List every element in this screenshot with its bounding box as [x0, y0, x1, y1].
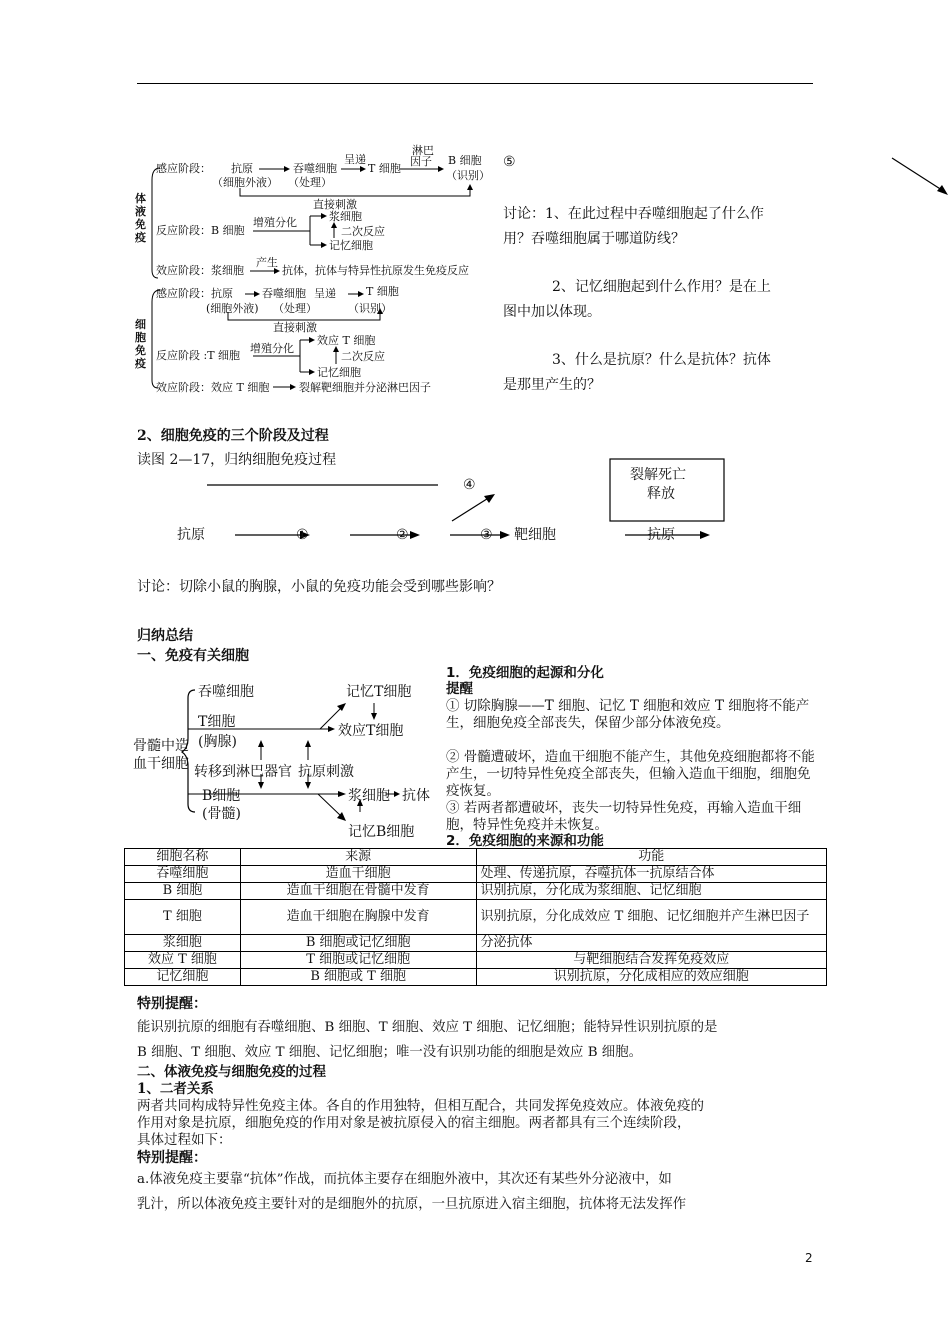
c-second: 二次反应: [341, 350, 385, 363]
c-tcell: T 细胞: [366, 285, 399, 298]
flow-n4: ④: [463, 477, 476, 493]
c-direct: 直接刺激: [273, 321, 317, 334]
immune-process-diagram: [130, 140, 500, 400]
header-rule: [137, 83, 813, 84]
table-cell: 吞噬细胞: [125, 866, 241, 883]
origin-title: 1．免疫细胞的起源和分化: [446, 665, 604, 681]
section2-heading: 2、细胞免疫的三个阶段及过程: [137, 428, 329, 444]
c-react-stage: 反应阶段 :T 细胞: [156, 349, 241, 362]
table-cell: 识别抗原，分化成效应 T 细胞、记忆细胞并产生淋巴因子: [476, 900, 827, 935]
humoral-label: 体液免疫: [135, 192, 146, 244]
h-factor: 因子: [410, 155, 432, 168]
flow-target: 靶细胞: [514, 527, 556, 543]
table-row: [125, 883, 827, 900]
h-effect-text: 抗体，抗体与特异性抗原发生免疫反应: [282, 264, 469, 277]
circle-number-5: ⑤: [503, 154, 516, 170]
flow-n3: ③: [480, 527, 493, 543]
table-cell: B 细胞: [125, 883, 241, 900]
origin-l2: 血干细胞: [133, 756, 189, 772]
diag-tcell-l1: T细胞: [198, 714, 236, 730]
c-memory: 记忆细胞: [317, 366, 361, 379]
h-tcell: T 细胞: [368, 162, 401, 175]
table-row: [125, 969, 827, 986]
c-prolif: 增殖分化: [250, 342, 294, 355]
c-present: 呈递: [314, 287, 336, 300]
diag-bcell-l2: (骨髓): [202, 806, 241, 822]
c-sense-stage: 感应阶段：抗原: [156, 287, 233, 300]
table-header-row: [125, 849, 827, 866]
h-bcell-sub: （识别）: [446, 169, 490, 182]
section-two-heading: 二、体液免疫与细胞免疫的过程: [137, 1064, 326, 1080]
h-antigen: 抗原: [231, 162, 253, 175]
tip-3: ③ 若两者都遭破坏，丧失一切特异性免疫，再输入造血干细胞，特异性免疫并未恢复。: [446, 800, 802, 833]
table-cell: 与靶细胞结合发挥免疫效应: [476, 952, 827, 969]
table-row: [125, 935, 827, 952]
box-line1: 裂解死亡: [630, 467, 686, 483]
diag-antibody: 抗体: [402, 788, 430, 804]
section-two-a2: 乳汁，所以体液免疫主要针对的是细胞外的抗原，一旦抗原进入宿主细胞，抗体将无法发挥作: [137, 1197, 687, 1212]
h-effect-stage: 效应阶段：浆细胞: [156, 264, 244, 277]
discussion-q3b: 是那里产生的？: [503, 377, 601, 393]
table-cell: T 细胞: [125, 900, 241, 935]
h-lymph: 淋巴: [412, 144, 434, 157]
discussion-q1b: 用？吞噬细胞属于哪道防线？: [503, 231, 685, 247]
table-header: 细胞名称: [125, 849, 241, 866]
section-two-special-title: 特别提醒：: [137, 1150, 207, 1166]
section-two-p2: 作用对象是抗原，细胞免疫的作用对象是被抗原侵入的宿主细胞。两者都具有三个连续阶段，: [137, 1115, 691, 1131]
table-row: [125, 900, 827, 935]
h-direct: 直接刺激: [313, 198, 357, 211]
h-second: 二次反应: [341, 225, 385, 238]
table-cell: 识别抗原，分化成为浆细胞、记忆细胞: [476, 883, 827, 900]
flow-n1: ①: [296, 527, 309, 543]
special1-title: 特别提醒：: [137, 996, 207, 1012]
diag-bcell-l1: B细胞: [202, 788, 241, 804]
corner-arrow-icon: [890, 155, 950, 200]
tip-title: 提醒: [446, 681, 473, 697]
special1-line2: B 细胞、T 细胞、效应 T 细胞、记忆细胞；唯一没有识别功能的细胞是效应 B 细胞。: [137, 1045, 642, 1060]
table-header: 来源: [240, 849, 476, 866]
h-prolif: 增殖分化: [253, 216, 297, 229]
c-sub3: （识别）: [348, 302, 392, 315]
diag-mem-b: 记忆B细胞: [348, 824, 415, 840]
h-sense-stage: 感应阶段：: [156, 162, 211, 175]
cell-function-table: [124, 848, 827, 986]
table-cell: 浆细胞: [125, 935, 241, 952]
c-sub2: （处理）: [273, 302, 317, 315]
section-two-a1: a.体液免疫主要靠“抗体”作战，而抗体主要存在细胞外液中，其次还有某些外分泌液中，如: [137, 1172, 672, 1187]
h-memory: 记忆细胞: [329, 239, 373, 252]
c-sub1: (细胞外液): [206, 302, 259, 315]
tip-2: ② 骨髓遭破坏，造血干细胞不能产生，其他免疫细胞都将不能产生，一切特异性免疫全部丧失，但输入造血干细胞，细胞免疫恢复。: [446, 749, 815, 799]
flow-antigen-right: 抗原: [647, 527, 675, 543]
tip-1: ① 切除胸腺——T 细胞、记忆 T 细胞和效应 T 细胞将不能产生，细胞免疫全部丧失，保留少部分体液免疫。: [446, 698, 810, 731]
section2-read: 读图 2—17，归纳细胞免疫过程: [137, 452, 337, 468]
table-cell: 识别抗原，分化成相应的效应细胞: [476, 969, 827, 986]
c-phago: 吞噬细胞: [262, 287, 306, 300]
c-eff-t: 效应 T 细胞: [317, 334, 376, 347]
discussion-q1a: 讨论：1、在此过程中吞噬细胞起了什么作: [503, 206, 764, 222]
summary-title: 归纳总结: [137, 628, 193, 644]
origin-l1: 骨髓中造: [133, 738, 189, 754]
diag-eff-t: 效应T细胞: [338, 723, 404, 739]
section2-discussion: 讨论：切除小鼠的胸腺，小鼠的免疫功能会受到哪些影响？: [137, 579, 501, 595]
table-cell: 造血干细胞在胸腺中发育: [240, 900, 476, 935]
diag-transfer: 转移到淋巴器官: [194, 764, 292, 780]
func-title: 2．免疫细胞的来源和功能: [446, 833, 604, 849]
h-bcell: B 细胞: [448, 154, 482, 167]
cellular-label: 细胞免疫: [135, 318, 146, 370]
summary-h1: 一、免疫有关细胞: [137, 648, 249, 664]
discussion-q2b: 图中加以体现。: [503, 304, 601, 320]
page-number: 2: [805, 1251, 813, 1265]
diag-mem-t: 记忆T细胞: [346, 684, 412, 700]
h-plasma: 浆细胞: [329, 210, 362, 223]
flow-antigen-left: 抗原: [177, 527, 205, 543]
h-produce: 产生: [256, 256, 278, 269]
cell-origin-diagram: [130, 678, 435, 848]
diag-tcell-l2: (胸腺): [198, 734, 237, 750]
diag-stim: 抗原刺激: [298, 764, 354, 780]
h-phago-sub: （处理）: [288, 176, 332, 189]
table-cell: 造血干细胞: [240, 866, 476, 883]
discussion-q2a: 2、记忆细胞起到什么作用？是在上: [552, 279, 771, 295]
c-effect-text: 裂解靶细胞并分泌淋巴因子: [299, 381, 431, 394]
section-two-p1: 两者共同构成特异性免疫主体。各自的作用独特，但相互配合，共同发挥免疫效应。体液免疫的: [137, 1098, 704, 1114]
table-cell: 效应 T 细胞: [125, 952, 241, 969]
diag-phago: 吞噬细胞: [198, 684, 254, 700]
table-cell: T 细胞或记忆细胞: [240, 952, 476, 969]
c-effect-stage: 效应阶段：效应 T 细胞: [156, 381, 270, 394]
special1-line1: 能识别抗原的细胞有吞噬细胞、B 细胞、T 细胞、效应 T 细胞、记忆细胞；能特异性识别抗原的是: [137, 1020, 718, 1035]
h-react-stage: 反应阶段：B 细胞: [156, 224, 245, 237]
discussion-q3a: 3、什么是抗原？什么是抗体？抗体: [552, 352, 771, 368]
table-row: [125, 866, 827, 883]
section-two-sub: 1、二者关系: [137, 1081, 214, 1097]
h-antigen-sub: （细胞外液）: [212, 176, 278, 189]
table-cell: 处理、传递抗原，吞噬抗体一抗原结合体: [476, 866, 827, 883]
table-cell: 记忆细胞: [125, 969, 241, 986]
table-cell: B 细胞或记忆细胞: [240, 935, 476, 952]
table-header: 功能: [476, 849, 827, 866]
table-row: [125, 952, 827, 969]
diag-plasma: 浆细胞: [348, 788, 390, 804]
table-cell: 造血干细胞在骨髓中发育: [240, 883, 476, 900]
h-present: 呈递: [344, 153, 366, 166]
table-cell: B 细胞或 T 细胞: [240, 969, 476, 986]
flow-n2: ②: [396, 527, 409, 543]
table-cell: 分泌抗体: [476, 935, 827, 952]
h-phago: 吞噬细胞: [293, 162, 337, 175]
box-line2: 释放: [647, 486, 675, 502]
section-two-p3: 具体过程如下：: [137, 1132, 232, 1148]
